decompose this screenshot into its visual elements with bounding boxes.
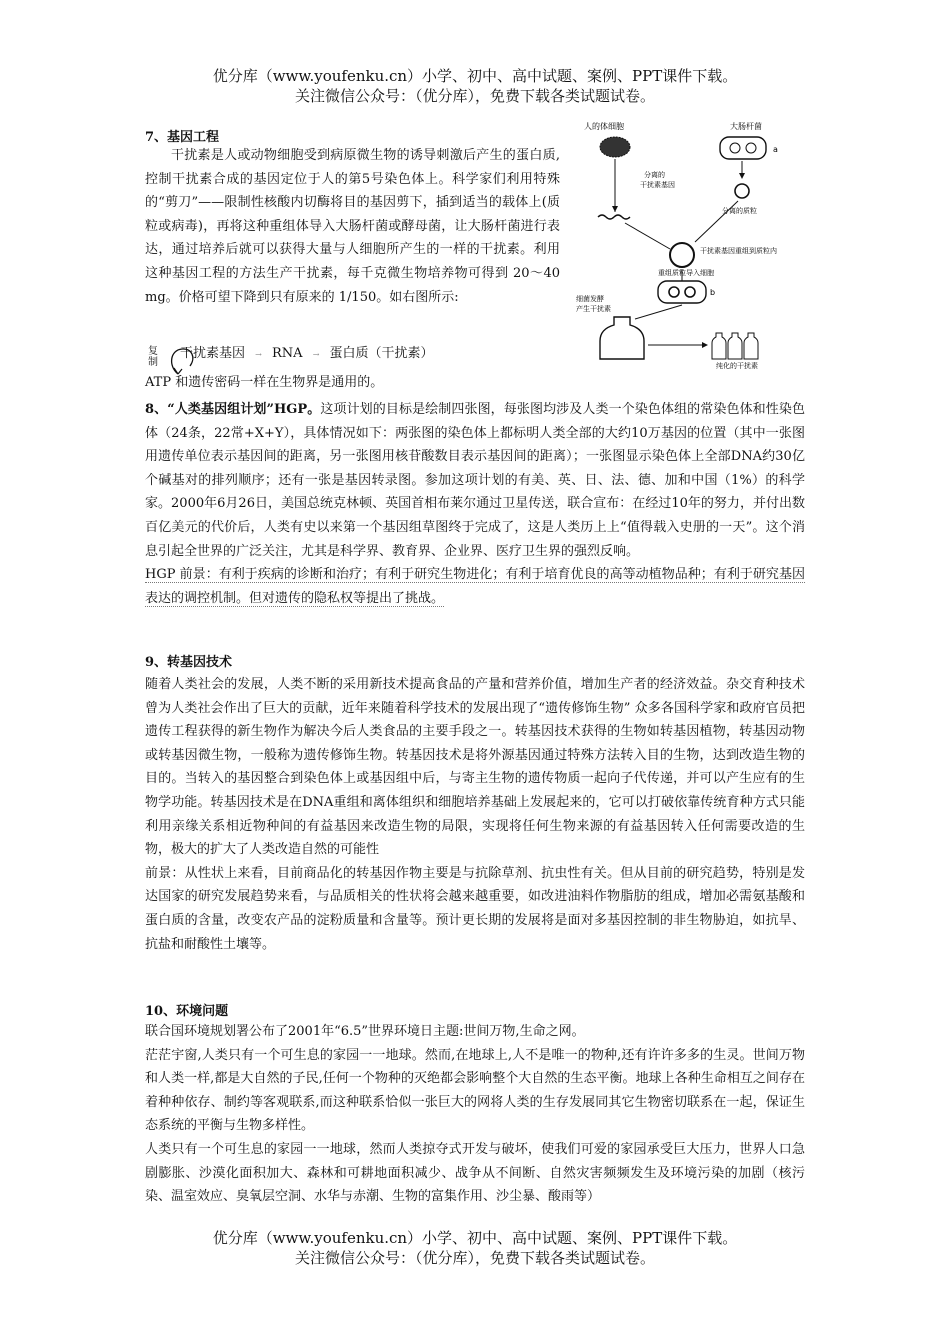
footer-line-2: 关注微信公众号：（优分库），免费下载各类试题试卷。 [294, 1249, 655, 1267]
page-header [0, 66, 950, 106]
protein-label: 蛋白质（干扰素） [329, 346, 434, 361]
purified-vials-icon [712, 333, 758, 359]
ecoli-dish-icon [720, 137, 766, 159]
section-9 [145, 673, 805, 956]
section-7-title: 7、基因工程 [145, 130, 220, 145]
section-10-paragraph-3: 人类只有一个可生息的家园一一地球，然而人类掠夺式开发与破坏，使我们可爱的家园承受巨大压力，世界人口急剧膨胀、沙漠化面积加大、森林和可耕地面积减少、战争从不间断、自然灾害频频发生及环境污染的加剧（核污染、温室效应、臭氧层空洞、水华与赤潮、生物的富集作用、沙尘暴、酸雨等） [145, 1141, 805, 1205]
human-cell-label: 人的体细胞 [584, 122, 624, 131]
section-8-title: 8、“人类基因组计划”HGP。 [145, 402, 321, 417]
ferment-label-2: 产生干扰素 [576, 305, 611, 313]
ferment-label: 细菌发酵 [576, 295, 604, 303]
section-9-prospect: 前景：从性状上来看，目前商品化的转基因作物主要是与抗除草剂、抗虫性有关。但从目前的研究趋势，特别是发达国家的研究发展趋势来看，与品质相关的性状将会越来越重要，如改进油料作物脂肪的组成，增加必需氨基酸和蛋白质的含量，改变农产品的淀粉质量和含量等。预计更长期的发展将是面对多基因控制的非生物胁迫，如抗旱、抗盐和耐酸性土壤等。 [145, 865, 805, 952]
section-7-paragraph: 干扰素是人或动物细胞受到病原微生物的诱导刺激后产生的蛋白质,控制干扰素合成的基因定位于人的第5号染色体上。科学家们利用特殊的“剪刀”——限制性核酸内切酶将目的基因剪下，插到适当的载体上(质粒或病毒)，再将这种重组体导入大肠杆菌或酵母菌，让大肠杆菌进行表达，通过培养后就可以获得大量与人细胞所产生的一样的干扰素。利用这种基因工程的方法生产干扰素，每千克微生物培养物可得到 20～40 mg。价格可望下降到只有原来的 1/150。如右图所示: [145, 148, 560, 305]
gene-label: 干扰素基因 [180, 346, 246, 361]
translation-arrow: → [312, 350, 320, 359]
purified-label: 纯化的干扰素 [716, 362, 758, 369]
section-10-theme: 联合国环境规划署公布了2001年“6.5”世界环境日主题:世间万物,生命之网。 [145, 1024, 585, 1039]
section-8-text: 这项计划的目标是绘制四张图，每张图均涉及人类一个染色体组的常染色体和性染色体（24条，22常+X+Y），具体情况如下：两张图的染色体上都标明人类全部的大约10万基因的位置（其中一张图用遗传单位表示基因间的距离，另一张图用核苷酸数目表示基因间的距离）；一张图显示染色体上全部DNA约30亿个碱基对的排列顺序；还有一张是基因转录图。参加这项计划的有美、英、日、法、德、加和中国（1%）的科学家。2000年6月26日，美国总统克林顿、英国首相布莱尔通过卫星传送，联合宣布：在经过10年的努力，并付出数百亿美元的代价后，人类有史以来第一个基因组草图终于完成了，这是人类历上上“值得载入史册的一天”。这个消息引起全世界的广泛关注，尤其是科学界、教育界、企业界、医疗卫生界的强烈反响。 [145, 402, 805, 559]
bacteria-dish-icon [658, 281, 706, 303]
insert-label: 干扰素基因重组到质粒内 [700, 247, 777, 255]
section-8-body [145, 398, 805, 563]
section-9-title: 9、转基因技术 [145, 655, 233, 670]
header-line-1: 优分库（www.youfenku.cn）小学、初中、高中试题、案例、PPT课件下载。 [212, 67, 738, 85]
page-footer [0, 1228, 950, 1268]
label-a: a [773, 145, 778, 154]
replication-label: 复制 [148, 346, 158, 368]
atp-line: ATP 和遗传密码一样在生物界是通用的。 [145, 375, 384, 390]
gene-fragment-icon [598, 215, 630, 219]
ecoli-label: 大肠杆菌 [730, 122, 762, 131]
section-10-paragraph-2: 茫茫宇窗,人类只有一个可生息的家园一一地球。然而,在地球上,人不是唯一的物种,还有许许多多的生灵。世间万物和人类一样,都是大自然的子民,任何一个物种的灭绝都会影响整个大自然的生态平衡。地球上各种生命相互之间存在着种种依存、制约等客观联系,而这种联系恰似一张巨大的网将人类的生存发展同其它生物密切联系在一起，保证生态系统的平衡与生物多样性。 [145, 1047, 805, 1134]
plasmid-icon [735, 184, 749, 198]
label-b: b [710, 288, 716, 297]
recombinant-plasmid-icon [670, 243, 694, 267]
header-line-2: 关注微信公众号：（优分库），免费下载各类试题试卷。 [294, 87, 655, 105]
section-9-text: 随着人类社会的发展，人类不断的采用新技术提高食品的产量和营养价值，增加生产者的经济效益。杂交育种技术曾为人类社会作出了巨大的贡献，近年来随着科学技术的发展出现了“遗传修饰生物” 众多各国科学家和政府官员把遗传工程获得的新生物作为解决今后人类食品的主要手段之一。转基因技术获得的生物如转基因植物，转基因动物或转基因微生物，一般称为遗传修饰生物。转基因技术是将外源基因通过特殊方法转入目的生物，达到改造生物的目的。当转入的基因整合到染色体上或基因组中后，与寄主生物的遗传物质一起向子代传递，并可以产生应有的生物学功能。转基因技术是在DNA重组和离体组织和细胞培养基础上发展起来的，它可以打破依靠传统育种方式只能利用亲缘关系相近物种间的有益基因来改造生物的局限，实现将任何生物来源的有益基因转入任何需要改造的生物，极大的扩大了人类改造自然的可能性 [145, 677, 805, 858]
import-label: 重组质粒导入细胞 [658, 269, 714, 277]
isolated-gene-label-2: 干扰素基因 [640, 181, 675, 189]
transcription-arrow: → [255, 350, 262, 359]
rna-label: RNA [272, 346, 303, 361]
section-8 [145, 398, 805, 610]
section-10-title: 10、环境问题 [145, 1004, 229, 1019]
human-cell-icon [600, 137, 630, 157]
section-8-prospect: HGP 前景：有利于疾病的诊断和治疗；有利于研究生物进化；有利于培育优良的高等动植物品种；有利于研究基因表达的调控机制。但对遗传的隐私权等提出了挑战。 [145, 567, 805, 606]
section-10 [145, 1020, 805, 1209]
gene-engineering-diagram [570, 117, 800, 369]
isolated-gene-label: 分离的 [644, 171, 665, 179]
section-7-text [145, 144, 560, 309]
central-dogma-flow [180, 344, 434, 365]
fermentation-bottle-icon [600, 317, 644, 359]
isolated-plasmid-label: 分离的质粒 [722, 207, 757, 215]
footer-line-1: 优分库（www.youfenku.cn）小学、初中、高中试题、案例、PPT课件下载。 [212, 1229, 738, 1247]
